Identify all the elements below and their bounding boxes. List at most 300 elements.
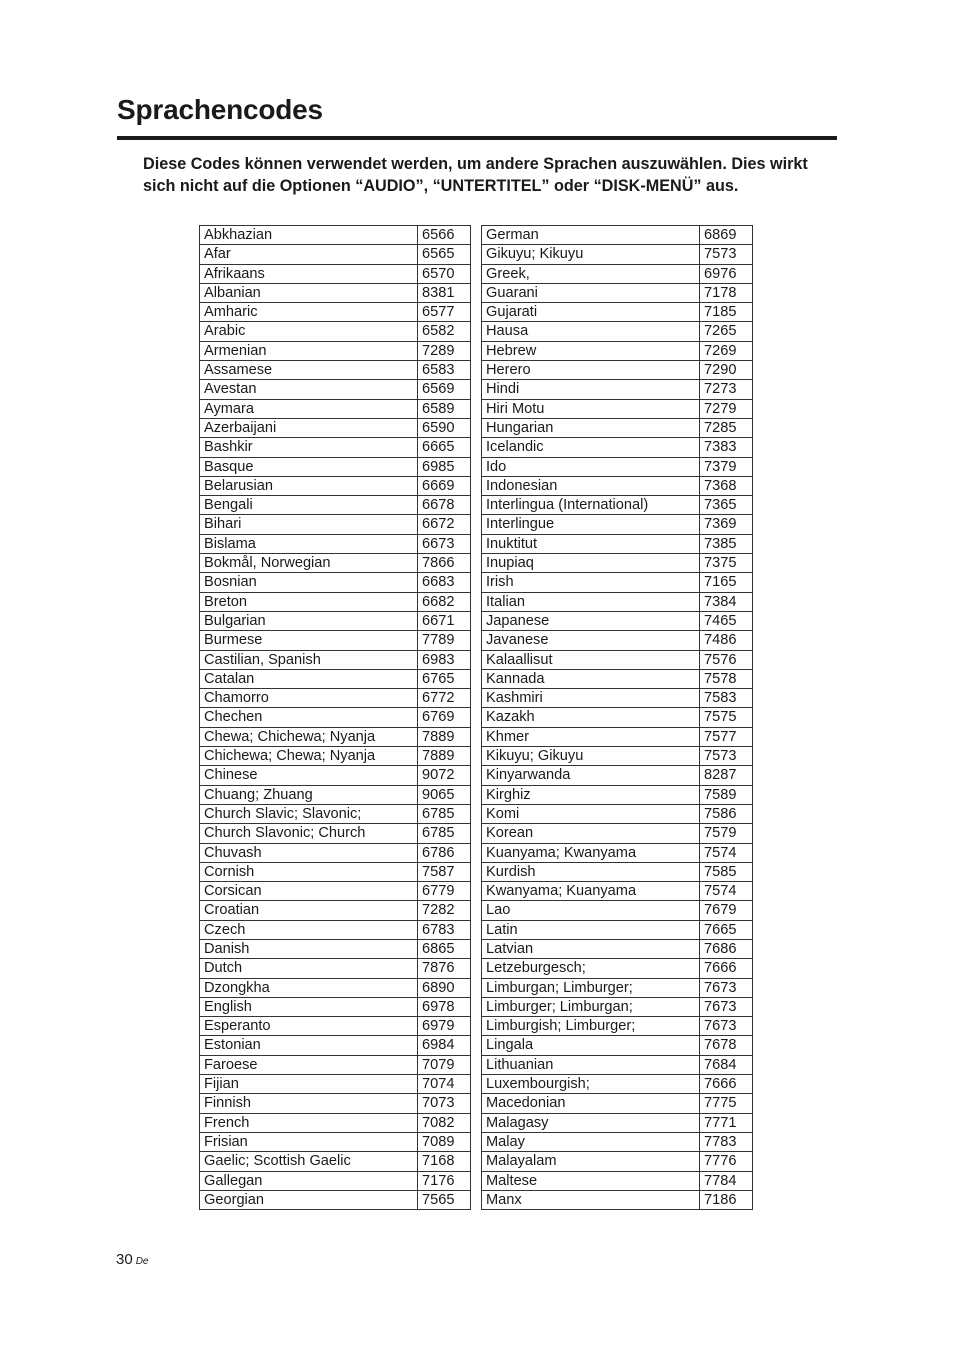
table-row xyxy=(200,534,471,553)
table-row xyxy=(482,862,753,881)
language-name: Georgian xyxy=(200,1190,418,1209)
language-name: Korean xyxy=(482,824,700,843)
intro-paragraph: Diese Codes können verwendet werden, um andere Sprachen auszuwählen. Dies wirkt sich nicht auf die Optionen “AUDIO”, “UNTERTITEL” oder “DISK-MENÜ” aus. xyxy=(143,155,808,195)
language-name: Croatian xyxy=(200,901,418,920)
language-code: 7579 xyxy=(700,824,753,843)
language-code: 7279 xyxy=(700,399,753,418)
language-code: 7565 xyxy=(418,1190,471,1209)
language-name: Khmer xyxy=(482,727,700,746)
language-name: Greek, xyxy=(482,264,700,283)
table-row xyxy=(482,418,753,437)
table-row xyxy=(482,1113,753,1132)
language-name: Bulgarian xyxy=(200,611,418,630)
table-row xyxy=(200,882,471,901)
language-code: 6869 xyxy=(700,226,753,245)
language-name: Luxembourgish; xyxy=(482,1075,700,1094)
table-row xyxy=(200,1036,471,1055)
table-row xyxy=(482,804,753,823)
language-name: Manx xyxy=(482,1190,700,1209)
language-code: 7168 xyxy=(418,1152,471,1171)
language-name: Guarani xyxy=(482,283,700,302)
language-code: 7269 xyxy=(700,341,753,360)
language-name: Inuktitut xyxy=(482,534,700,553)
table-row xyxy=(482,650,753,669)
table-row xyxy=(482,438,753,457)
language-name: Hindi xyxy=(482,380,700,399)
language-code: 7673 xyxy=(700,997,753,1016)
title-divider xyxy=(117,136,837,140)
language-code: 7673 xyxy=(700,978,753,997)
language-code: 6569 xyxy=(418,380,471,399)
language-name: Kwanyama; Kuanyama xyxy=(482,882,700,901)
language-code-table-left xyxy=(199,225,471,1210)
language-code: 8287 xyxy=(700,766,753,785)
table-row xyxy=(200,380,471,399)
language-name: Latin xyxy=(482,920,700,939)
language-name: Avestan xyxy=(200,380,418,399)
table-row xyxy=(482,457,753,476)
language-code: 6582 xyxy=(418,322,471,341)
language-code: 7273 xyxy=(700,380,753,399)
language-name: Lao xyxy=(482,901,700,920)
language-name: Danish xyxy=(200,939,418,958)
language-name: Corsican xyxy=(200,882,418,901)
language-name: Dutch xyxy=(200,959,418,978)
language-code: 7575 xyxy=(700,708,753,727)
language-code: 6765 xyxy=(418,669,471,688)
language-code: 6772 xyxy=(418,689,471,708)
language-code: 7783 xyxy=(700,1132,753,1151)
language-code: 6865 xyxy=(418,939,471,958)
language-name: English xyxy=(200,997,418,1016)
table-row xyxy=(482,476,753,495)
table-row xyxy=(200,573,471,592)
table-row xyxy=(482,882,753,901)
language-name: Hiri Motu xyxy=(482,399,700,418)
table-row xyxy=(200,804,471,823)
language-name: Dzongkha xyxy=(200,978,418,997)
language-name: Basque xyxy=(200,457,418,476)
table-row xyxy=(200,592,471,611)
language-code: 7290 xyxy=(700,361,753,380)
language-name: Aymara xyxy=(200,399,418,418)
table-row xyxy=(482,708,753,727)
language-name: Indonesian xyxy=(482,476,700,495)
language-name: Gikuyu; Kikuyu xyxy=(482,245,700,264)
table-row xyxy=(200,303,471,322)
language-name: Burmese xyxy=(200,631,418,650)
language-code: 6665 xyxy=(418,438,471,457)
table-row xyxy=(200,476,471,495)
language-code: 7185 xyxy=(700,303,753,322)
table-row xyxy=(482,978,753,997)
language-name: Faroese xyxy=(200,1055,418,1074)
language-name: Gaelic; Scottish Gaelic xyxy=(200,1152,418,1171)
language-code: 6570 xyxy=(418,264,471,283)
language-code: 6769 xyxy=(418,708,471,727)
table-row xyxy=(200,496,471,515)
language-name: Kikuyu; Gikuyu xyxy=(482,747,700,766)
table-row xyxy=(482,1094,753,1113)
table-row xyxy=(482,939,753,958)
table-row xyxy=(482,283,753,302)
language-name: Finnish xyxy=(200,1094,418,1113)
language-name: Malagasy xyxy=(482,1113,700,1132)
table-row xyxy=(200,669,471,688)
language-name: Bengali xyxy=(200,496,418,515)
language-name: Assamese xyxy=(200,361,418,380)
language-name: Bihari xyxy=(200,515,418,534)
language-name: Kuanyama; Kwanyama xyxy=(482,843,700,862)
table-row xyxy=(200,785,471,804)
page-title: Sprachencodes xyxy=(117,94,323,125)
table-row xyxy=(200,978,471,997)
table-row xyxy=(200,1113,471,1132)
language-code: 6890 xyxy=(418,978,471,997)
table-row xyxy=(482,727,753,746)
language-code: 8381 xyxy=(418,283,471,302)
language-name: Malayalam xyxy=(482,1152,700,1171)
page-number: 30 xyxy=(116,1251,133,1268)
language-code: 6985 xyxy=(418,457,471,476)
language-code: 7369 xyxy=(700,515,753,534)
language-code: 7776 xyxy=(700,1152,753,1171)
table-row xyxy=(482,611,753,630)
language-code: 7678 xyxy=(700,1036,753,1055)
language-code: 6678 xyxy=(418,496,471,515)
language-name: Lingala xyxy=(482,1036,700,1055)
table-row xyxy=(482,1190,753,1209)
table-row xyxy=(482,669,753,688)
language-name: Afar xyxy=(200,245,418,264)
table-row xyxy=(482,920,753,939)
language-code: 7784 xyxy=(700,1171,753,1190)
language-code: 7486 xyxy=(700,631,753,650)
table-row xyxy=(482,959,753,978)
language-code: 7089 xyxy=(418,1132,471,1151)
language-code: 7586 xyxy=(700,804,753,823)
table-row xyxy=(200,689,471,708)
language-name: Frisian xyxy=(200,1132,418,1151)
language-code: 7465 xyxy=(700,611,753,630)
table-row xyxy=(200,727,471,746)
language-code: 7282 xyxy=(418,901,471,920)
language-code: 6976 xyxy=(700,264,753,283)
language-code: 7577 xyxy=(700,727,753,746)
language-code: 7789 xyxy=(418,631,471,650)
language-name: Kalaallisut xyxy=(482,650,700,669)
language-code: 7771 xyxy=(700,1113,753,1132)
table-row xyxy=(482,766,753,785)
language-code: 9072 xyxy=(418,766,471,785)
language-code: 6783 xyxy=(418,920,471,939)
table-row xyxy=(482,631,753,650)
table-row xyxy=(482,785,753,804)
table-row xyxy=(200,939,471,958)
language-code: 6682 xyxy=(418,592,471,611)
language-name: Javanese xyxy=(482,631,700,650)
table-row xyxy=(482,322,753,341)
language-name: Armenian xyxy=(200,341,418,360)
language-name: Gallegan xyxy=(200,1171,418,1190)
language-code: 7165 xyxy=(700,573,753,592)
language-name: Interlingue xyxy=(482,515,700,534)
table-row xyxy=(200,1094,471,1113)
language-name: Hausa xyxy=(482,322,700,341)
language-name: Latvian xyxy=(482,939,700,958)
language-code: 6669 xyxy=(418,476,471,495)
table-row xyxy=(200,438,471,457)
page-footer xyxy=(116,1251,148,1268)
language-code: 6672 xyxy=(418,515,471,534)
table-row xyxy=(482,1055,753,1074)
language-code: 7365 xyxy=(700,496,753,515)
table-row xyxy=(482,1036,753,1055)
table-row xyxy=(200,283,471,302)
language-code: 7889 xyxy=(418,747,471,766)
language-code: 7576 xyxy=(700,650,753,669)
language-code: 7876 xyxy=(418,959,471,978)
language-code: 6785 xyxy=(418,804,471,823)
language-code: 7574 xyxy=(700,843,753,862)
language-name: Malay xyxy=(482,1132,700,1151)
language-code: 7384 xyxy=(700,592,753,611)
language-code: 7368 xyxy=(700,476,753,495)
language-name: Arabic xyxy=(200,322,418,341)
table-row xyxy=(200,361,471,380)
table-row xyxy=(200,650,471,669)
language-code: 7583 xyxy=(700,689,753,708)
language-code: 7375 xyxy=(700,554,753,573)
language-code: 6979 xyxy=(418,1017,471,1036)
language-name: Amharic xyxy=(200,303,418,322)
table-row xyxy=(200,843,471,862)
table-row xyxy=(200,920,471,939)
table-row xyxy=(200,747,471,766)
language-code: 6983 xyxy=(418,650,471,669)
language-name: Herero xyxy=(482,361,700,380)
language-code: 7385 xyxy=(700,534,753,553)
language-name: Kashmiri xyxy=(482,689,700,708)
table-row xyxy=(200,1190,471,1209)
language-name: Kazakh xyxy=(482,708,700,727)
table-row xyxy=(482,573,753,592)
language-code: 7666 xyxy=(700,959,753,978)
language-code: 7573 xyxy=(700,245,753,264)
language-name: Abkhazian xyxy=(200,226,418,245)
language-code: 7589 xyxy=(700,785,753,804)
table-row xyxy=(482,1152,753,1171)
table-row xyxy=(482,496,753,515)
language-name: Icelandic xyxy=(482,438,700,457)
table-row xyxy=(482,689,753,708)
table-row xyxy=(200,245,471,264)
language-code: 7665 xyxy=(700,920,753,939)
language-name: Breton xyxy=(200,592,418,611)
language-code: 9065 xyxy=(418,785,471,804)
language-name: Limburger; Limburgan; xyxy=(482,997,700,1016)
table-row xyxy=(200,959,471,978)
table-row xyxy=(200,264,471,283)
language-code: 7289 xyxy=(418,341,471,360)
language-name: French xyxy=(200,1113,418,1132)
language-code: 7574 xyxy=(700,882,753,901)
language-code: 7775 xyxy=(700,1094,753,1113)
language-code: 7866 xyxy=(418,554,471,573)
language-name: Chewa; Chichewa; Nyanja xyxy=(200,727,418,746)
language-name: Inupiaq xyxy=(482,554,700,573)
language-name: Chechen xyxy=(200,708,418,727)
language-code: 7684 xyxy=(700,1055,753,1074)
table-row xyxy=(482,245,753,264)
table-row xyxy=(482,747,753,766)
table-row xyxy=(200,341,471,360)
language-code: 6683 xyxy=(418,573,471,592)
language-name: Kannada xyxy=(482,669,700,688)
language-code: 7073 xyxy=(418,1094,471,1113)
table-row xyxy=(200,322,471,341)
table-row xyxy=(482,303,753,322)
language-code: 7178 xyxy=(700,283,753,302)
language-name: Chinese xyxy=(200,766,418,785)
table-row xyxy=(482,534,753,553)
language-name: Japanese xyxy=(482,611,700,630)
language-code: 7587 xyxy=(418,862,471,881)
table-row xyxy=(200,766,471,785)
language-code: 7573 xyxy=(700,747,753,766)
table-row xyxy=(200,611,471,630)
language-code: 7074 xyxy=(418,1075,471,1094)
language-code: 7285 xyxy=(700,418,753,437)
language-name: Church Slavic; Slavonic; xyxy=(200,804,418,823)
language-name: Afrikaans xyxy=(200,264,418,283)
table-row xyxy=(482,1132,753,1151)
language-name: German xyxy=(482,226,700,245)
language-code: 7079 xyxy=(418,1055,471,1074)
language-code: 6984 xyxy=(418,1036,471,1055)
table-row xyxy=(482,843,753,862)
table-row xyxy=(200,1171,471,1190)
language-name: Limburgish; Limburger; xyxy=(482,1017,700,1036)
table-row xyxy=(200,1055,471,1074)
language-code: 6589 xyxy=(418,399,471,418)
language-name: Fijian xyxy=(200,1075,418,1094)
language-name: Bokmål, Norwegian xyxy=(200,554,418,573)
table-row xyxy=(200,1017,471,1036)
language-code: 6786 xyxy=(418,843,471,862)
language-name: Letzeburgesch; xyxy=(482,959,700,978)
table-row xyxy=(482,554,753,573)
table-row xyxy=(200,1152,471,1171)
language-name: Bosnian xyxy=(200,573,418,592)
language-name: Catalan xyxy=(200,669,418,688)
table-row xyxy=(200,997,471,1016)
table-row xyxy=(200,824,471,843)
language-tag: De xyxy=(135,1256,149,1267)
language-name: Macedonian xyxy=(482,1094,700,1113)
language-name: Komi xyxy=(482,804,700,823)
language-name: Limburgan; Limburger; xyxy=(482,978,700,997)
language-code: 7585 xyxy=(700,862,753,881)
table-row xyxy=(200,901,471,920)
language-name: Kirghiz xyxy=(482,785,700,804)
language-code: 7679 xyxy=(700,901,753,920)
table-row xyxy=(482,1075,753,1094)
language-code-table-right xyxy=(481,225,753,1210)
table-row xyxy=(200,554,471,573)
language-name: Maltese xyxy=(482,1171,700,1190)
language-code: 7265 xyxy=(700,322,753,341)
language-name: Irish xyxy=(482,573,700,592)
table-row xyxy=(200,862,471,881)
language-code: 7176 xyxy=(418,1171,471,1190)
language-name: Chuvash xyxy=(200,843,418,862)
language-code: 6566 xyxy=(418,226,471,245)
table-row xyxy=(482,361,753,380)
language-name: Kinyarwanda xyxy=(482,766,700,785)
language-code: 7578 xyxy=(700,669,753,688)
language-name: Gujarati xyxy=(482,303,700,322)
language-code: 6785 xyxy=(418,824,471,843)
table-row xyxy=(200,457,471,476)
table-row xyxy=(200,1075,471,1094)
language-code: 6577 xyxy=(418,303,471,322)
language-code: 7379 xyxy=(700,457,753,476)
table-row xyxy=(482,380,753,399)
language-name: Lithuanian xyxy=(482,1055,700,1074)
language-name: Ido xyxy=(482,457,700,476)
table-row xyxy=(482,901,753,920)
language-name: Chichewa; Chewa; Nyanja xyxy=(200,747,418,766)
language-code: 6583 xyxy=(418,361,471,380)
language-code: 6673 xyxy=(418,534,471,553)
language-name: Castilian, Spanish xyxy=(200,650,418,669)
table-row xyxy=(482,1171,753,1190)
table-row xyxy=(482,592,753,611)
language-name: Church Slavonic; Church xyxy=(200,824,418,843)
language-code: 7889 xyxy=(418,727,471,746)
language-code: 6590 xyxy=(418,418,471,437)
language-code: 6565 xyxy=(418,245,471,264)
language-name: Czech xyxy=(200,920,418,939)
table-row xyxy=(200,1132,471,1151)
language-name: Kurdish xyxy=(482,862,700,881)
table-row xyxy=(200,418,471,437)
language-name: Albanian xyxy=(200,283,418,302)
language-name: Bashkir xyxy=(200,438,418,457)
language-code: 7186 xyxy=(700,1190,753,1209)
language-code: 7666 xyxy=(700,1075,753,1094)
table-row xyxy=(200,515,471,534)
language-name: Hebrew xyxy=(482,341,700,360)
table-row xyxy=(200,226,471,245)
language-name: Italian xyxy=(482,592,700,611)
language-code: 6779 xyxy=(418,882,471,901)
table-row xyxy=(482,997,753,1016)
language-code: 6671 xyxy=(418,611,471,630)
language-code: 7383 xyxy=(700,438,753,457)
language-name: Belarusian xyxy=(200,476,418,495)
table-row xyxy=(482,1017,753,1036)
table-row xyxy=(482,341,753,360)
language-code: 6978 xyxy=(418,997,471,1016)
table-row xyxy=(482,824,753,843)
language-name: Estonian xyxy=(200,1036,418,1055)
language-name: Bislama xyxy=(200,534,418,553)
table-row xyxy=(482,399,753,418)
language-code: 7082 xyxy=(418,1113,471,1132)
language-name: Chamorro xyxy=(200,689,418,708)
